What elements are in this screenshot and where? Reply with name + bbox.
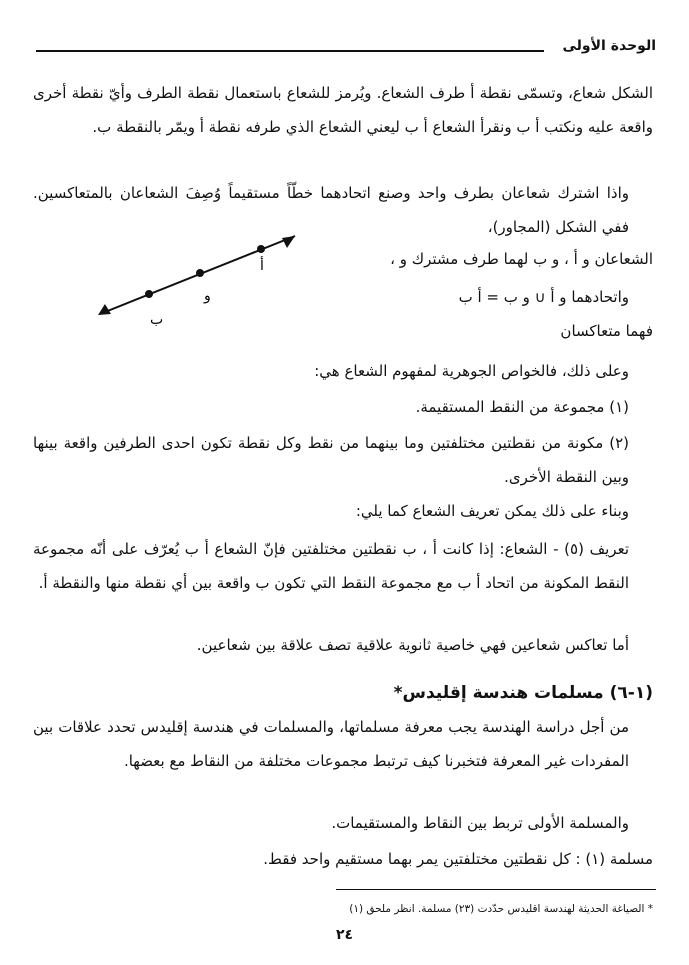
postulate-1: مسلمة (١) : كل نقطتين مختلفتين يمر بهما مستقيم واحد فقط. [263, 850, 653, 868]
label-w: و [204, 288, 211, 304]
label-a: أ [260, 258, 264, 274]
point-a [257, 245, 265, 253]
footnote-rule [336, 889, 656, 890]
footnote: * الصياغة الحديثة لهندسة اقليدس حدّدت (٢٣) مسلمة. انظر ملحق (١) [349, 903, 653, 915]
paragraph-properties-intro: وعلى ذلك، فالخواص الجوهرية لمفهوم الشعاع هي: [314, 362, 629, 380]
rays-common-endpoint: الشعاعان و أ ، و ب لهما طرف مشترك و ، [390, 250, 653, 268]
paragraph-opposite-property: أما تعاكس شعاعين فهي خاصية ثانوية علاقية تصف علاقة بين شعاعين. [196, 636, 629, 654]
paragraph-opposite-rays: واذا اشترك شعاعان بطرف واحد وصنع اتحادهما خطّاً مستقيماً وُصِفَ الشعاعان بالمتعاكسين. ففي الشكل (المجاور)، [33, 184, 629, 236]
header-rule [36, 50, 544, 52]
section-title-euclid-postulates: (١-٦) مسلمات هندسة إقليدس* [393, 683, 653, 703]
paragraph-ray-definition: الشكل شعاع، وتسمّى نقطة أ طرف الشعاع. ويُرمز للشعاع باستعمال نقطة الطرف وأيّ نقطة أخرى واقعة عليه ونكتب أ ب ونقرأ الشعاع أ ب ليعني الشعاع الذي طرفه نقطة أ ويمّر بالنقطة ب. [33, 84, 653, 136]
paragraph-first-postulate-intro: والمسلمة الأولى تربط بين النقاط والمستقيمات. [331, 814, 629, 832]
definition-5-ray: تعريف (٥) - الشعاع: إذا كانت أ ، ب نقطتين مختلفتين فإنّ الشعاع أ ب يُعرّف على أنّه مجموعة النقط المكونة من اتحاد أ ب مع مجموعة النقط التي تكون ب واقعة بين أي نقطة منها والنقطة أ. [33, 540, 629, 592]
opposite-rays-diagram [90, 228, 310, 328]
paragraph-postulates-intro: من أجل دراسة الهندسة يجب معرفة مسلماتها، والمسلمات في هندسة إقليدس تحدد علاقات بين المفردات غير المعرفة فتخبرنا كيف ترتبط مجموعات مختلفة من النقاط مع بعضها. [33, 718, 629, 770]
unit-title: الوحدة الأولى [562, 38, 656, 54]
point-w [196, 269, 204, 277]
page-number: ٢٤ [335, 927, 354, 943]
label-b: ب [150, 312, 164, 328]
property-1: (١) مجموعة من النقط المستقيمة. [415, 398, 629, 416]
opposite-rays-figure [90, 228, 310, 328]
rays-union: واتحادهما و أ ∪ و ب = أ ب [458, 288, 629, 306]
point-b [145, 290, 153, 298]
arrowhead-right-icon [282, 236, 295, 248]
rays-opposite-conclusion: فهما متعاكسان [560, 322, 653, 340]
page-header [36, 38, 656, 58]
paragraph-definition-intro: وبناء على ذلك يمكن تعريف الشعاع كما يلي: [355, 502, 629, 520]
property-2: (٢) مكونة من نقطتين مختلفتين وما بينهما من نقط وكل نقطة تكون احدى الطرفين واقعة بينها وبين النقطة الأخرى. [33, 434, 629, 486]
